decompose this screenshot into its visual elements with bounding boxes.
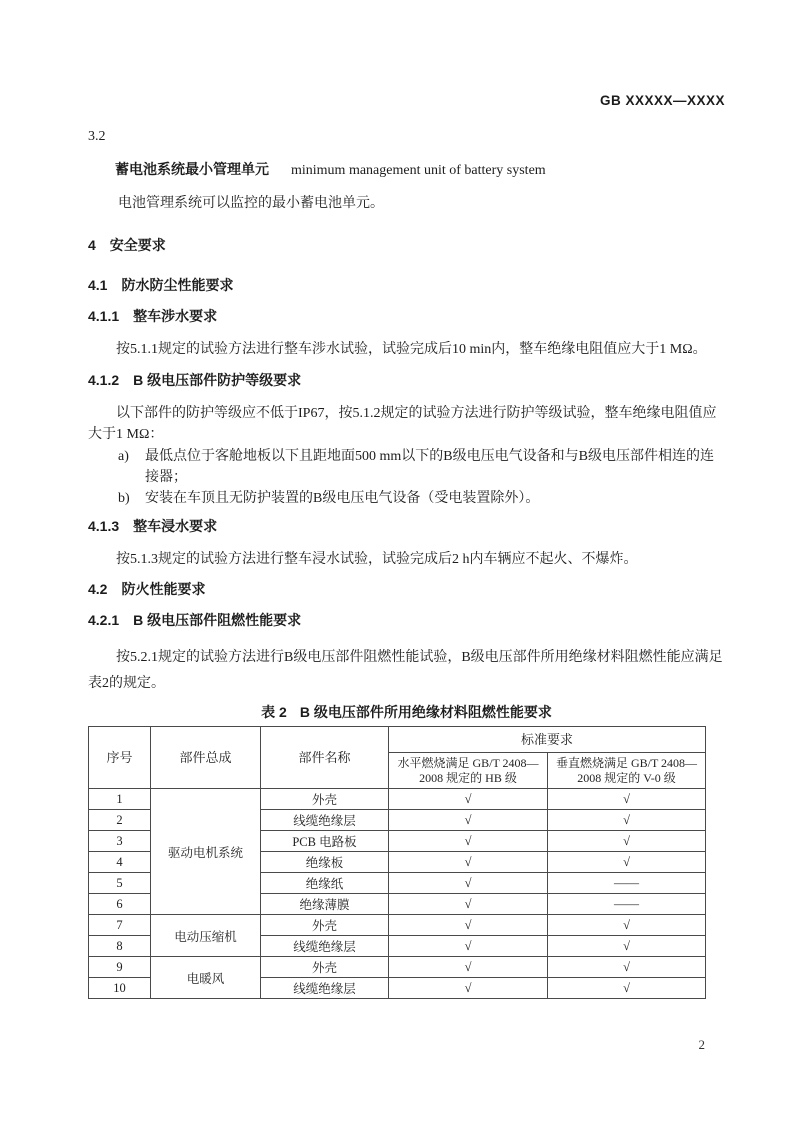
- doc-code-header: GB XXXXX—XXXX: [599, 93, 725, 108]
- heading-4-2-1: [88, 611, 725, 630]
- heading-4-2-title: 防火性能要求: [121, 581, 206, 597]
- cell-no: 2: [89, 810, 151, 831]
- cell-v0: √: [548, 789, 706, 810]
- cell-v0: √: [548, 978, 706, 999]
- heading-4: [88, 236, 725, 255]
- col-header-assembly: 部件总成: [151, 727, 261, 789]
- table-row: [89, 957, 706, 978]
- list-item-a: [88, 446, 725, 488]
- cell-part: 绝缘纸: [261, 873, 389, 894]
- heading-4-1-3-number: 4.1.3: [88, 518, 120, 534]
- cell-assembly-compressor: 电动压缩机: [151, 915, 261, 957]
- heading-4-1-1: [88, 307, 725, 326]
- cell-v0: √: [548, 852, 706, 873]
- cell-no: 5: [89, 873, 151, 894]
- col-header-horizontal-burn: 水平燃烧满足 GB/T 2408—2008 规定的 HB 级: [389, 753, 548, 789]
- table-2: [88, 726, 706, 999]
- cell-v0: √: [548, 810, 706, 831]
- cell-part: 线缆绝缘层: [261, 810, 389, 831]
- list-item-a-text: 最低点位于客舱地板以下且距地面500 mm以下的B级电压电气设备和与B级电压部件相连的连接器；: [145, 449, 714, 485]
- heading-4-1-2-number: 4.1.2: [88, 372, 120, 388]
- cell-no: 6: [89, 894, 151, 915]
- heading-4-2-1-number: 4.2.1: [88, 612, 120, 628]
- cell-hb: √: [389, 894, 548, 915]
- heading-4-1-3: [88, 517, 725, 536]
- cell-no: 8: [89, 936, 151, 957]
- table-header-row-1: [89, 727, 706, 753]
- table-row: [89, 915, 706, 936]
- heading-4-1-2: [88, 371, 725, 390]
- col-header-part: 部件名称: [261, 727, 389, 789]
- cell-assembly-heater: 电暖风: [151, 957, 261, 999]
- table-2-caption: [88, 703, 725, 722]
- cell-part: 绝缘薄膜: [261, 894, 389, 915]
- paragraph-4-1-3: 按5.1.3规定的试验方法进行整车浸水试验，试验完成后2 h内车辆应不起火、不爆炸。: [116, 552, 638, 567]
- cell-hb: √: [389, 936, 548, 957]
- heading-4-1: [88, 276, 725, 295]
- cell-hb: √: [389, 831, 548, 852]
- table-row: [89, 789, 706, 810]
- paragraph-4-2-1: 按5.2.1规定的试验方法进行B级电压部件阻燃性能试验，B级电压部件所用绝缘材料阻燃性能应满足表2的规定。: [88, 650, 723, 691]
- cell-part: 线缆绝缘层: [261, 978, 389, 999]
- cell-hb: √: [389, 978, 548, 999]
- cell-part: 线缆绝缘层: [261, 936, 389, 957]
- term-zh: 蓄电池系统最小管理单元: [115, 161, 269, 177]
- heading-4-1-1-title: 整车涉水要求: [133, 308, 218, 324]
- cell-assembly-drive-motor: 驱动电机系统: [151, 789, 261, 915]
- cell-part: 外壳: [261, 915, 389, 936]
- cell-part: PCB 电路板: [261, 831, 389, 852]
- heading-4-number: 4: [88, 237, 96, 253]
- cell-no: 9: [89, 957, 151, 978]
- cell-no: 10: [89, 978, 151, 999]
- paragraph-4-1-2-intro: 以下部件的防护等级应不低于IP67，按5.1.2规定的试验方法进行防护等级试验，整车绝缘电阻值应大于1 MΩ：: [88, 406, 717, 442]
- cell-hb: √: [389, 810, 548, 831]
- heading-4-1-title: 防水防尘性能要求: [121, 277, 234, 293]
- cell-v0: √: [548, 957, 706, 978]
- heading-4-1-1-number: 4.1.1: [88, 308, 120, 324]
- heading-4-2: [88, 580, 725, 599]
- table-2-caption-title: B 级电压部件所用绝缘材料阻燃性能要求: [299, 704, 552, 720]
- col-header-requirement: 标准要求: [389, 727, 706, 753]
- term-en: minimum management unit of battery system: [291, 163, 546, 178]
- cell-hb: √: [389, 873, 548, 894]
- cell-v0: √: [548, 831, 706, 852]
- cell-no: 1: [89, 789, 151, 810]
- cell-part: 外壳: [261, 957, 389, 978]
- list-item-a-marker: a): [118, 449, 129, 464]
- heading-4-2-number: 4.2: [88, 581, 108, 597]
- col-header-no: 序号: [89, 727, 151, 789]
- cell-hb: √: [389, 915, 548, 936]
- heading-4-2-1-title: B 级电压部件阻燃性能要求: [133, 612, 302, 628]
- cell-no: 4: [89, 852, 151, 873]
- clause-number-3-2: 3.2: [88, 129, 106, 144]
- cell-hb: √: [389, 852, 548, 873]
- heading-4-1-3-title: 整车浸水要求: [133, 518, 218, 534]
- cell-hb: √: [389, 789, 548, 810]
- cell-no: 7: [89, 915, 151, 936]
- list-item-b-text: 安装在车顶且无防护装置的B级电压电气设备（受电装置除外）。: [145, 491, 540, 506]
- cell-no: 3: [89, 831, 151, 852]
- list-item-b-marker: b): [118, 491, 130, 506]
- list-item-b: [88, 488, 725, 509]
- term-definition-line: [88, 160, 725, 178]
- heading-4-1-number: 4.1: [88, 277, 108, 293]
- heading-4-title: 安全要求: [109, 237, 166, 253]
- term-definition-text: 电池管理系统可以监控的最小蓄电池单元。: [118, 196, 384, 211]
- cell-v0: ——: [548, 873, 706, 894]
- cell-part: 外壳: [261, 789, 389, 810]
- cell-part: 绝缘板: [261, 852, 389, 873]
- cell-v0: √: [548, 915, 706, 936]
- heading-4-1-2-title: B 级电压部件防护等级要求: [133, 372, 302, 388]
- cell-v0: √: [548, 936, 706, 957]
- page-number: 2: [698, 1037, 705, 1052]
- table-2-caption-label: 表 2: [261, 704, 287, 720]
- paragraph-4-1-1: 按5.1.1规定的试验方法进行整车涉水试验，试验完成后10 min内，整车绝缘电阻值应大于1 MΩ。: [116, 342, 707, 357]
- col-header-vertical-burn: 垂直燃烧满足 GB/T 2408—2008 规定的 V-0 级: [548, 753, 706, 789]
- cell-hb: √: [389, 957, 548, 978]
- cell-v0: ——: [548, 894, 706, 915]
